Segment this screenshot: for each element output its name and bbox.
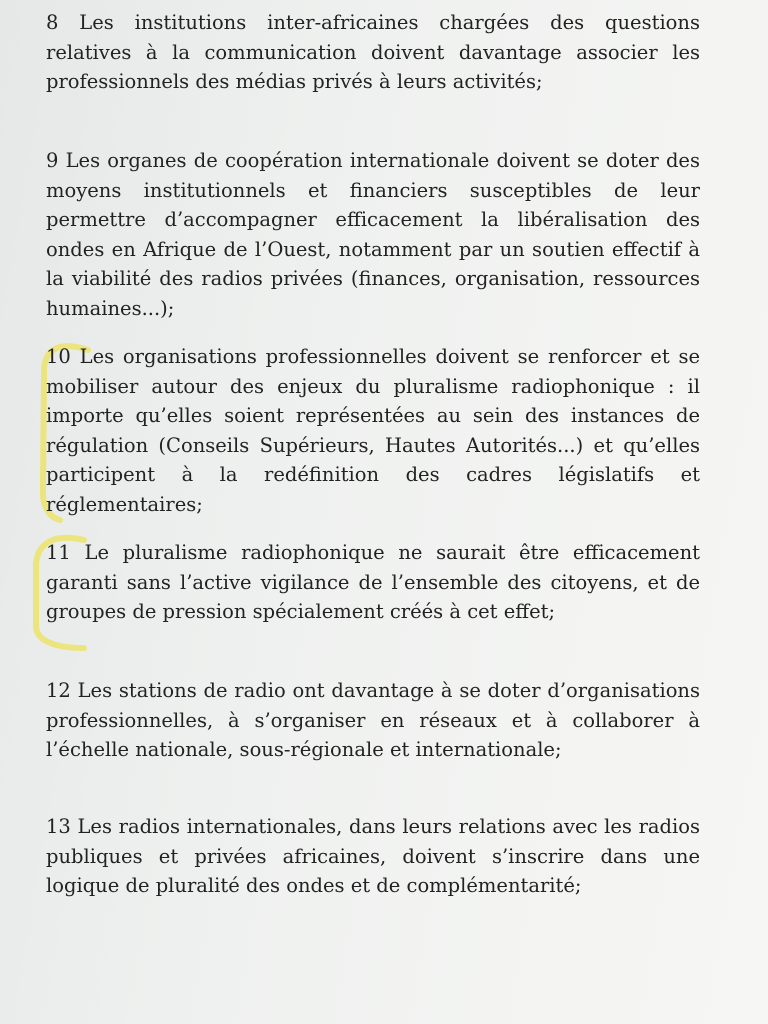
paragraph-12: [46, 676, 700, 765]
paragraph-number: 12: [46, 679, 71, 702]
paragraph-text: Les radios internationales, dans leurs relations avec les radios publiques et privées africaines, doivent s’inscrire dans une logique de pluralité des ondes et de complémentarité;: [46, 815, 700, 898]
paragraph-11: [46, 538, 700, 627]
paragraph-number: 9: [46, 149, 59, 172]
paragraph-number: 11: [46, 541, 71, 564]
paragraph-10: [46, 342, 700, 520]
paragraph-number: 13: [46, 815, 71, 838]
paragraph-8: [46, 8, 700, 97]
paragraph-text: Les organisations professionnelles doivent se renforcer et se mobiliser autour des enjeux du pluralisme radiophonique : il importe qu’elles soient représentées au sein des instances de régulation (Conseils Supérieurs, Hautes Autorités...) et qu’elles participent à la redéfinition des cadres législatifs et réglementaires;: [46, 345, 700, 516]
paragraph-number: 10: [46, 345, 71, 368]
paragraph-text: Les organes de coopération internationale doivent se doter des moyens institutionnels et financiers susceptibles de leur permettre d’accompagner efficacement la libéralisation des ondes en Afrique de l’Ouest, notamment par un soutien effectif à la viabilité des radios privées (finances, organisation, ressources humaines...);: [46, 149, 700, 320]
paragraph-9: [46, 146, 700, 324]
paragraph-text: Les institutions inter-africaines chargées des questions relatives à la communication doivent davantage associer les professionnels des médias privés à leurs activités;: [46, 11, 700, 94]
paragraph-text: Le pluralisme radiophonique ne saurait être efficacement garanti sans l’active vigilance de l’ensemble des citoyens, et de groupes de pression spécialement créés à cet effet;: [46, 541, 700, 624]
paragraph-number: 8: [46, 11, 59, 34]
paragraph-text: Les stations de radio ont davantage à se doter d’organisations professionnelles, à s’organiser en réseaux et à collaborer à l’échelle nationale, sous-régionale et internationale;: [46, 679, 700, 762]
paragraph-13: [46, 812, 700, 901]
